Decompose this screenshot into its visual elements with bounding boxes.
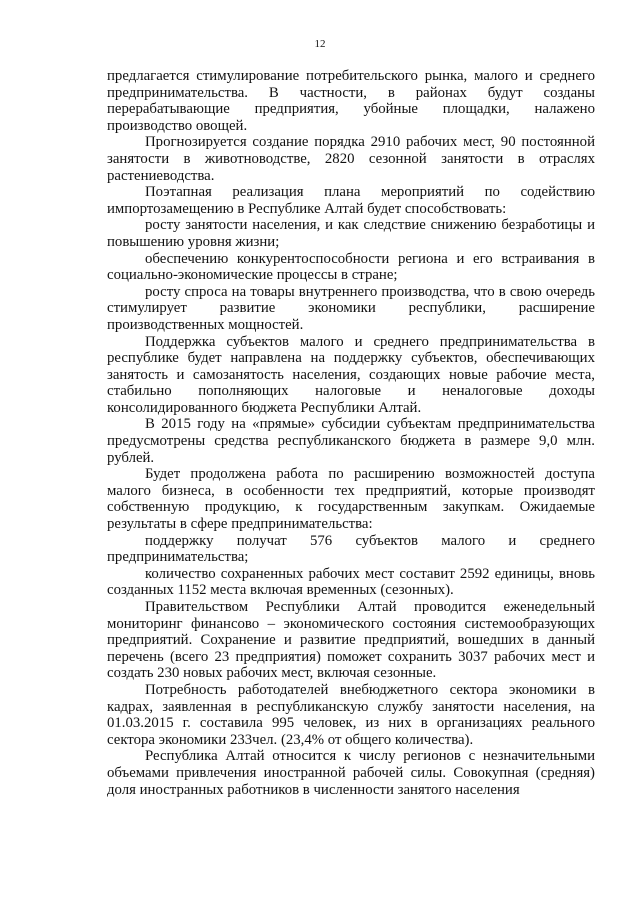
paragraph: Поддержка субъектов малого и среднего предпринимательства в республике будет направлена на поддержку субъектов, обеспечивающих занятость и самозанятость населения, создающих новые рабочие места, стабильно пополняющих налоговые и неналоговые доходы консолидированного бюджета Республики Алтай.: [107, 333, 595, 416]
paragraph: Поэтапная реализация плана мероприятий по содействию импортозамещению в Республике Алтай будет способствовать:: [107, 184, 595, 217]
paragraph: Будет продолжена работа по расширению возможностей доступа малого бизнеса, в особенности тех предприятий, которые производят собственную продукцию, к государственным закупкам. Ожидаемые результаты в сфере предпринимательства:: [107, 466, 595, 533]
paragraph: росту занятости населения, и как следствие снижению безработицы и повышению уровня жизни;: [107, 217, 595, 250]
paragraph: Прогнозируется создание порядка 2910 рабочих мест, 90 постоянной занятости в животноводстве, 2820 сезонной занятости в отраслях растениеводства.: [107, 134, 595, 184]
paragraph: Потребность работодателей внебюджетного сектора экономики в кадрах, заявленная в республиканскую службу занятости населения, на 01.03.2015 г. составила 995 человек, из них в организациях реального сектора экономики 233чел. (23,4% от общего количества).: [107, 681, 595, 748]
paragraph: обеспечению конкурентоспособности региона и его встраивания в социально-экономические процессы в стране;: [107, 250, 595, 284]
page-number: 12: [314, 38, 326, 50]
paragraph: Правительством Республики Алтай проводится еженедельный мониторинг финансово – экономического состояния системообразующих предприятий. Сохранение и развитие предприятий, вошедших в данный перечень (всего 23 предприятия) поможет сохранить 3037 рабочих мест и создать 230 новых рабочих мест, включая сезонные.: [107, 599, 595, 682]
paragraph: поддержку получат 576 субъектов малого и среднего предпринимательства;: [107, 532, 595, 566]
paragraph: росту спроса на товары внутреннего производства, что в свою очередь стимулирует развитие экономики республики, расширение производственных мощностей.: [107, 283, 595, 333]
paragraph: В 2015 году на «прямые» субсидии субъектам предпринимательства предусмотрены средства республиканского бюджета в размере 9,0 млн. рублей.: [107, 416, 595, 466]
document-body: [107, 68, 595, 798]
paragraph: Республика Алтай относится к числу регионов с незначительными объемами привлечения иностранной рабочей силы. Совокупная (средняя) доля иностранных работников в численности занятого населения: [107, 748, 595, 798]
paragraph: предлагается стимулирование потребительского рынка, малого и среднего предпринимательства. В частности, в районах будут созданы перерабатывающие предприятия, убойные площадки, налажено производство овощей.: [107, 68, 595, 134]
paragraph: количество сохраненных рабочих мест составит 2592 единицы, вновь созданных 1152 места включая временных (сезонных).: [107, 565, 595, 599]
